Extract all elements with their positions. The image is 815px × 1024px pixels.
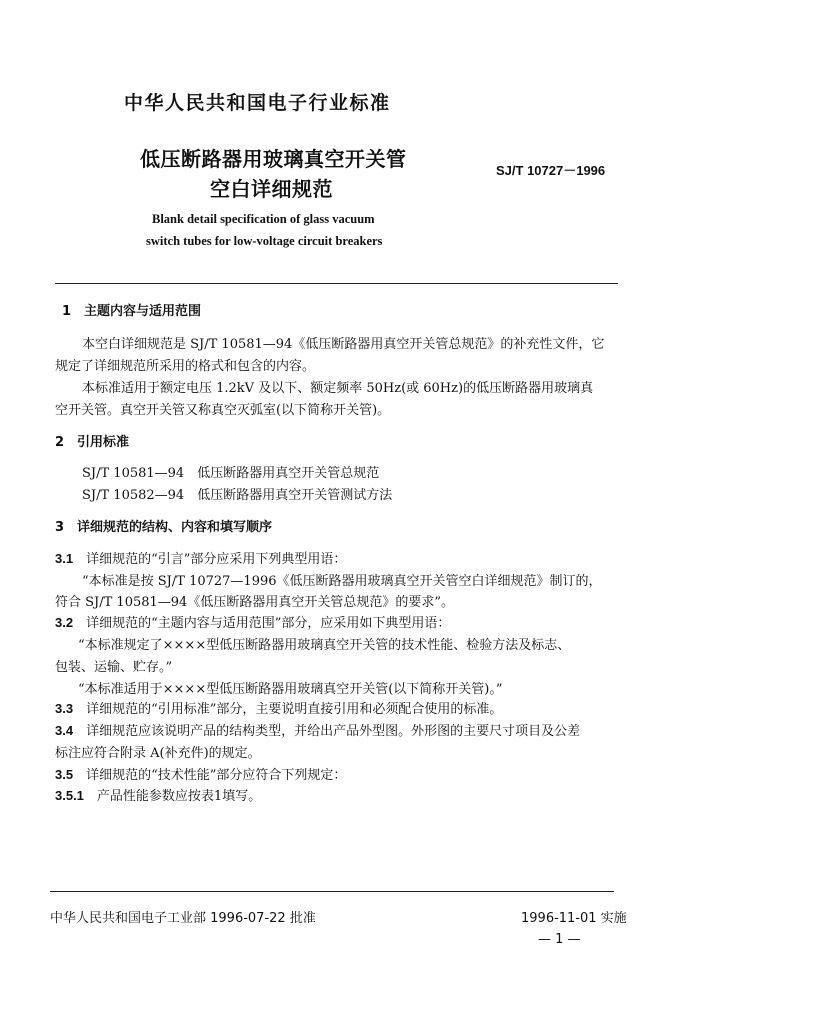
clause-text: 详细规范的“引言”部分应采用下列典型用语： — [73, 552, 347, 567]
english-title-line-2: switch tubes for low-voltage circuit breakers — [146, 234, 383, 248]
reference-2: SJ/T 10582—94 低压断路器用真空开关管测试方法 — [82, 488, 393, 503]
title-line-2: 空白详细规范 — [210, 177, 333, 201]
clause-3-5 — [55, 764, 346, 783]
clause-number: 3.2 — [55, 615, 74, 630]
clause-number: 3.1 — [55, 551, 74, 566]
page-number: — 1 — — [538, 932, 581, 947]
clause-3-2-quote-line1: “本标准规定了××××型低压断路器用玻璃真空开关管的技术性能、检验方法及标志、 — [78, 638, 571, 653]
clause-3-1-quote-line1: “本标准是按 SJ/T 10727—1996《低压断路器用玻璃真空开关管空白详细规范》制订的， — [82, 574, 602, 589]
section-1-heading: 1 主题内容与适用范围 — [62, 304, 202, 319]
clause-3-5-1 — [55, 785, 261, 804]
standard-category: 中华人民共和国电子行业标准 — [124, 92, 391, 114]
s1-para2-line2: 空开关管。真空开关管又称真空灭弧室(以下简称开关管)。 — [55, 403, 391, 418]
clause-text: 详细规范的“主题内容与适用范围”部分，应采用如下典型用语： — [73, 616, 451, 631]
approval-line: 中华人民共和国电子工业部 1996-07-22 批准 — [50, 911, 316, 926]
s1-para1-line2: 规定了详细规范所采用的格式和包含的内容。 — [55, 359, 316, 374]
footer-divider — [50, 891, 614, 892]
clause-number: 3.5.1 — [55, 788, 84, 803]
clause-text: 详细规范的“引用标准”部分，主要说明直接引用和必须配合使用的标准。 — [73, 702, 503, 717]
title-line-1: 低压断路器用玻璃真空开关管 — [140, 147, 407, 171]
clause-3-2-quote-line3: “本标准适用于××××型低压断路器用玻璃真空开关管(以下简称开关管)。” — [78, 682, 503, 697]
clause-3-4 — [55, 720, 580, 739]
header-divider — [55, 283, 618, 284]
reference-1: SJ/T 10581—94 低压断路器用真空开关管总规范 — [82, 466, 380, 481]
clause-3-2 — [55, 612, 450, 631]
section-3-heading: 3 详细规范的结构、内容和填写顺序 — [55, 520, 273, 535]
clause-number: 3.4 — [55, 723, 74, 738]
clause-3-2-quote-line2: 包装、运输、贮存。” — [55, 660, 173, 675]
clause-3-1 — [55, 548, 346, 567]
clause-3-4-line2: 标注应符合附录 A(补充件)的规定。 — [55, 746, 261, 761]
section-2-heading: 2 引用标准 — [55, 435, 130, 450]
clause-number: 3.5 — [55, 767, 74, 782]
clause-text: 详细规范应该说明产品的结构类型，并给出产品外型图。外形图的主要尺寸项目及公差 — [73, 724, 581, 739]
standard-number: SJ/T 10727－1996 — [496, 163, 606, 178]
english-title-line-1: Blank detail specification of glass vacuum — [152, 212, 375, 226]
clause-text: 产品性能参数应按表1填写。 — [83, 789, 262, 804]
implementation-date: 1996-11-01 实施 — [521, 911, 627, 926]
clause-text: 详细规范的“技术性能”部分应符合下列规定： — [73, 768, 347, 783]
clause-number: 3.3 — [55, 701, 74, 716]
s1-para2-line1: 本标准适用于额定电压 1.2kV 及以下、额定频率 50Hz(或 60Hz)的低压断路器用玻璃真 — [82, 381, 594, 396]
clause-3-3 — [55, 698, 502, 717]
s1-para1-line1: 本空白详细规范是 SJ/T 10581—94《低压断路器用真空开关管总规范》的补充性文件，它 — [82, 337, 605, 352]
clause-3-1-quote-line2: 符合 SJ/T 10581—94《低压断路器用真空开关管总规范》的要求”。 — [55, 595, 454, 610]
